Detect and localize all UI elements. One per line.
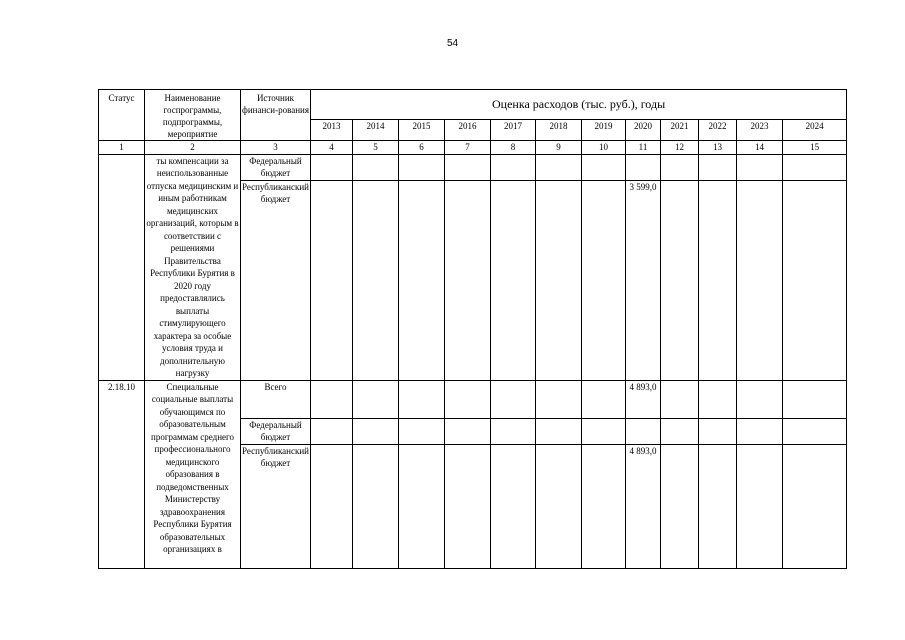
measure-name: Специальные социальные выплаты обучающимся по образовательным программам среднего профессионального медицинского образования в подведомственных Министерству здравоохранения Республики Бурятия образовательных организациях в: [145, 380, 241, 568]
column-number: 11: [626, 141, 661, 155]
page-number: 54: [446, 38, 459, 49]
year-header: 2013: [311, 119, 353, 140]
year-header: 2015: [399, 119, 445, 140]
column-number: 14: [737, 141, 783, 155]
column-number: 8: [491, 141, 536, 155]
table-row: [99, 154, 847, 180]
header-status: Статус: [99, 90, 145, 141]
year-header: 2022: [699, 119, 737, 140]
table-row: [99, 380, 847, 418]
column-number: 6: [399, 141, 445, 155]
year-header: 2021: [661, 119, 699, 140]
year-header: 2016: [445, 119, 491, 140]
year-header: 2020: [626, 119, 661, 140]
year-header: 2024: [783, 119, 847, 140]
source-cell: Республиканский бюджет: [241, 180, 311, 380]
column-number: 13: [699, 141, 737, 155]
header-name: Наименование госпрограммы, подпрограммы, мероприятие: [145, 90, 241, 141]
budget-table: [98, 89, 847, 569]
source-cell: Всего: [241, 380, 311, 418]
source-cell: Республиканский бюджет: [241, 444, 311, 568]
column-number: 9: [536, 141, 582, 155]
status-cell: 2.18.10: [99, 380, 145, 568]
column-number: 5: [353, 141, 399, 155]
value-2020: [626, 418, 661, 444]
measure-name: ты компенсации за неиспользованные отпуска медицинским и иным работникам медицинских организаций, которым в соответствии с решениями Правительства Республики Бурятия в 2020 году предоставлялись выплаты стимулирующего характера за особые условия труда и дополнительную нагрузку: [146, 155, 239, 378]
column-number: 12: [661, 141, 699, 155]
value-2020: 3 599,0: [626, 180, 661, 380]
year-header: 2014: [353, 119, 399, 140]
year-header: 2019: [582, 119, 626, 140]
source-cell: Федеральный бюджет: [241, 418, 311, 444]
year-header: 2023: [737, 119, 783, 140]
column-number: 3: [241, 141, 311, 155]
column-number: 7: [445, 141, 491, 155]
header-source: Источник финанси-рования: [241, 90, 311, 141]
value-2020: 4 893,0: [626, 444, 661, 568]
column-number: 1: [99, 141, 145, 155]
year-header: 2018: [536, 119, 582, 140]
column-number: 4: [311, 141, 353, 155]
column-number: 2: [145, 141, 241, 155]
year-header: 2017: [491, 119, 536, 140]
source-cell: Федеральный бюджет: [241, 154, 311, 180]
status-cell: [99, 154, 145, 380]
column-number: 10: [582, 141, 626, 155]
value-2020: [626, 154, 661, 180]
column-number: 15: [783, 141, 847, 155]
header-expenses: Оценка расходов (тыс. руб.), годы: [311, 90, 847, 120]
value-2020: 4 893,0: [626, 380, 661, 418]
